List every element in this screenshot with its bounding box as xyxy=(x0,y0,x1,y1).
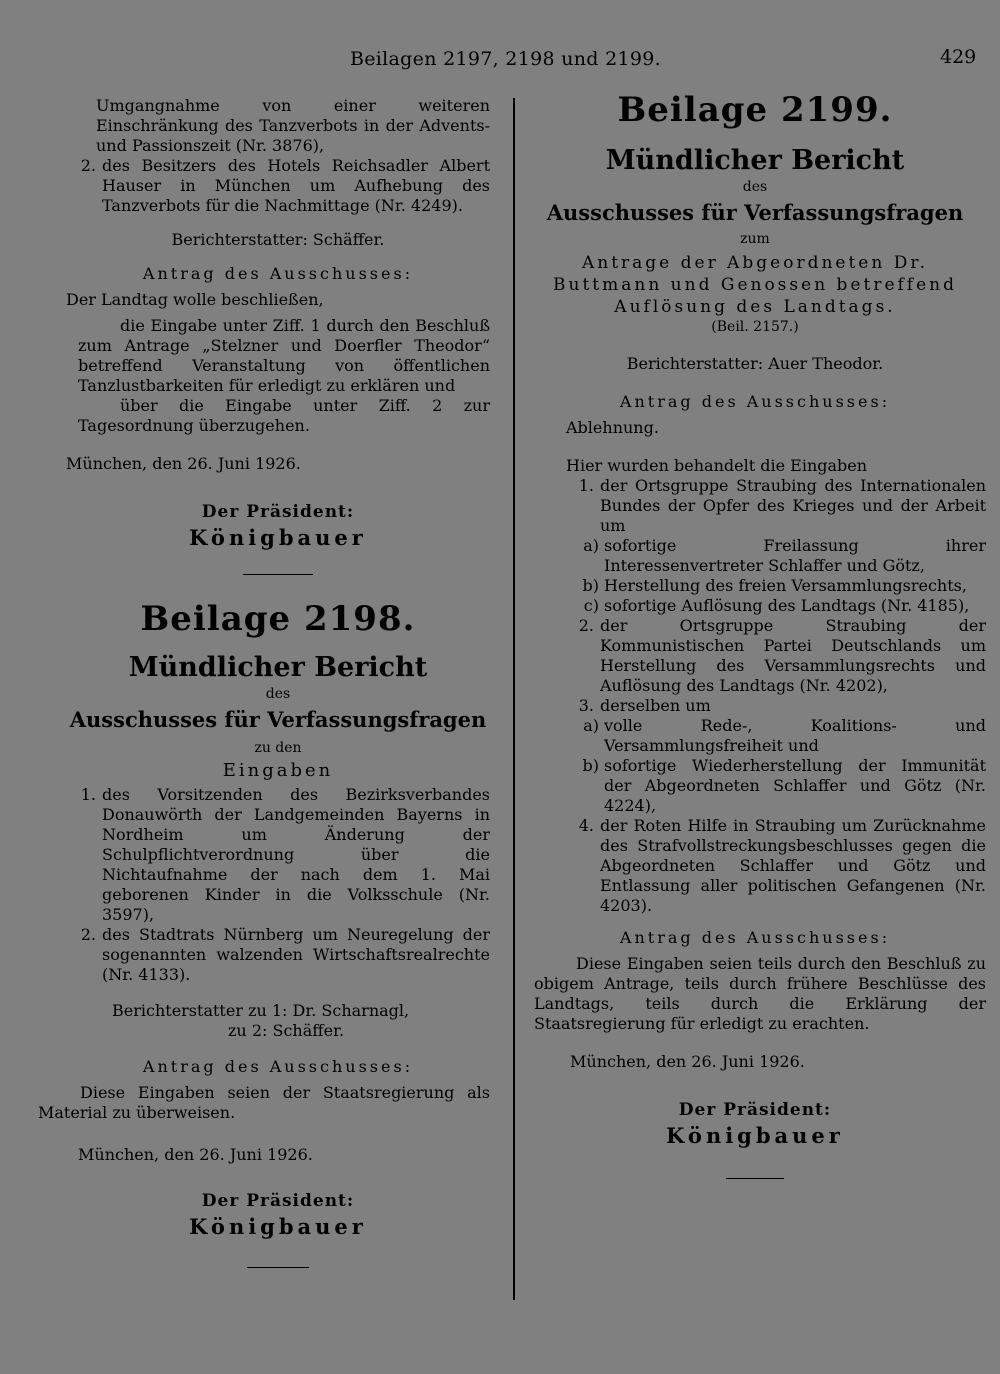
list-item xyxy=(524,816,986,916)
page-number: 429 xyxy=(940,46,977,68)
list-item xyxy=(524,616,986,696)
report-title: Mündlicher Bericht xyxy=(128,652,428,683)
eingaben-intro: Hier wurden behandelt die Eingaben xyxy=(566,456,868,475)
reporter-line: Berichterstatter zu 1: Dr. Scharnagl, xyxy=(112,1001,410,1020)
sub-item xyxy=(524,596,986,616)
eingaben-heading: Eingaben xyxy=(222,760,334,781)
president-name: Königbauer xyxy=(189,1214,367,1239)
date-line: München, den 26. Juni 1926. xyxy=(78,1145,313,1164)
sub-item-letter: c) xyxy=(583,596,599,615)
resolution-2: über die Eingabe unter Ziff. 2 zur Tagesordnung überzugehen. xyxy=(78,396,490,435)
sub-item-letter: a) xyxy=(583,716,599,735)
section-divider xyxy=(247,1267,309,1268)
list-item xyxy=(524,476,986,536)
sub-item-text: Herstellung des freien Versammlungsrechts, xyxy=(604,576,967,595)
zu-den-word: zu den xyxy=(254,740,302,756)
item-number: 4. xyxy=(578,816,594,835)
sub-item xyxy=(524,716,986,756)
sub-item-letter: b) xyxy=(582,576,599,595)
left-column xyxy=(38,96,490,1268)
reporter-line-2: zu 2: Schäffer. xyxy=(228,1021,345,1040)
antrag-heading: Antrag des Ausschusses: xyxy=(142,1057,414,1076)
antrag-text: Diese Eingaben seien der Staatsregierung als Material zu überweisen. xyxy=(38,1083,490,1122)
zum-word: zum xyxy=(740,231,770,247)
item-text: derselben um xyxy=(600,696,711,715)
resolution-1: die Eingabe unter Ziff. 1 durch den Beschluß zum Antrage „Stelzner und Doerfler Theodor“ betreffend Veranstaltung von öffentlichen Tanzlustbarkeiten für erledigt zu erklären und xyxy=(78,316,490,395)
antrag-text: Diese Eingaben seien teils durch den Beschluß zu obigem Antrage, teils durch frühere Beschlüsse des Landtags, teils durch die Erklärung der Staatsregierung für erledigt zu erachten. xyxy=(534,954,986,1033)
president-label: Der Präsident: xyxy=(201,502,355,522)
item-number: 2. xyxy=(80,156,96,175)
item-text: des Vorsitzenden des Bezirksverbandes Donauwörth der Landgemeinden Bayerns in Nordheim um Änderung der Schulpflichtverordnung über die Nichtaufnahme der nach dem 1. Mai geborenen Kinder in die Volksschule (Nr. 3597), xyxy=(102,785,490,924)
column-divider xyxy=(513,98,515,1300)
report-title: Mündlicher Bericht xyxy=(605,145,905,176)
sub-item-letter: a) xyxy=(583,536,599,555)
sub-item-text: volle Rede-, Koalitions- und Versammlungsfreiheit und xyxy=(604,716,986,755)
des-word: des xyxy=(742,179,768,195)
antrag-heading: Antrag des Ausschusses: xyxy=(619,392,891,411)
page-header xyxy=(0,46,1000,76)
committee-name: Ausschusses für Verfassungsfragen xyxy=(546,200,964,225)
sub-item-text: sofortige Auflösung des Landtags (Nr. 4185), xyxy=(604,596,970,615)
list-item xyxy=(66,925,490,985)
committee-name: Ausschusses für Verfassungsfragen xyxy=(69,707,487,732)
antrag-heading: Antrag des Ausschusses: xyxy=(619,928,891,947)
beil-reference: (Beil. 2157.) xyxy=(711,319,799,335)
item-number: 3. xyxy=(578,696,594,715)
ablehnung-text: Ablehnung. xyxy=(566,418,659,437)
item-text: des Stadtrats Nürnberg um Neuregelung der sogenannten walzenden Wirtschaftsrealrechte (Nr. 4133). xyxy=(102,925,490,984)
item-number: 1. xyxy=(80,785,96,804)
reporter-line: Berichterstatter: Schäffer. xyxy=(171,230,385,249)
sub-item-text: sofortige Wiederherstellung der Immunität der Abgeordneten Schlaffer und Götz (Nr. 4224), xyxy=(604,756,986,815)
landtag-line: Der Landtag wolle beschließen, xyxy=(66,290,324,309)
list-item xyxy=(66,156,490,216)
item-text: der Roten Hilfe in Straubing um Zurücknahme des Strafvollstreckungsbeschlusses gegen die Abgeordneten Schlaffer und Götz und Entlassung aller politischen Gefangenen (Nr. 4203). xyxy=(600,816,986,915)
president-name: Königbauer xyxy=(666,1123,844,1148)
president-label: Der Präsident: xyxy=(678,1100,832,1120)
sub-item-text: sofortige Freilassung ihrer Interessenvertreter Schlaffer und Götz, xyxy=(604,536,986,575)
date-line: München, den 26. Juni 1926. xyxy=(66,454,301,473)
item-text: des Besitzers des Hotels Reichsadler Albert Hauser in München um Aufhebung des Tanzverbots für die Nachmittage (Nr. 4249). xyxy=(102,156,490,215)
item-number: 2. xyxy=(80,925,96,944)
sub-item xyxy=(524,576,986,596)
item-text: der Ortsgruppe Straubing der Kommunistischen Partei Deutschlands um Herstellung des Versammlungsrechts und Auflösung des Landtags (Nr. 4202), xyxy=(600,616,986,695)
beilage-2199-title: Beilage 2199. xyxy=(617,90,893,130)
president-label: Der Präsident: xyxy=(201,1191,355,1211)
sub-item-letter: b) xyxy=(582,756,599,775)
right-column xyxy=(524,90,986,1179)
list-item xyxy=(66,785,490,925)
president-name: Königbauer xyxy=(189,525,367,550)
reporter-line: Berichterstatter: Auer Theodor. xyxy=(626,354,884,373)
date-line: München, den 26. Juni 1926. xyxy=(570,1052,805,1071)
running-title: Beilagen 2197, 2198 und 2199. xyxy=(350,48,661,70)
section-divider xyxy=(243,574,313,575)
des-word: des xyxy=(265,686,291,702)
antrag-heading: Antrag des Ausschusses: xyxy=(142,264,414,283)
sub-item xyxy=(524,756,986,816)
item-number: 2. xyxy=(578,616,594,635)
item-number: 1. xyxy=(578,476,594,495)
antrag-title: Antrage der Abgeordneten Dr. Buttmann und Genossen betreffend Auflösung des Landtags. xyxy=(553,253,957,317)
list-item xyxy=(524,696,986,716)
section-divider xyxy=(726,1178,784,1179)
item-text: der Ortsgruppe Straubing des Internationalen Bundes der Opfer des Krieges und der Arbeit um xyxy=(600,476,986,535)
sub-item xyxy=(524,536,986,576)
continued-item-text: Umgangnahme von einer weiteren Einschränkung des Tanzverbots in der Advents- und Passionszeit (Nr. 3876), xyxy=(96,96,490,155)
beilage-2198-title: Beilage 2198. xyxy=(140,599,416,639)
